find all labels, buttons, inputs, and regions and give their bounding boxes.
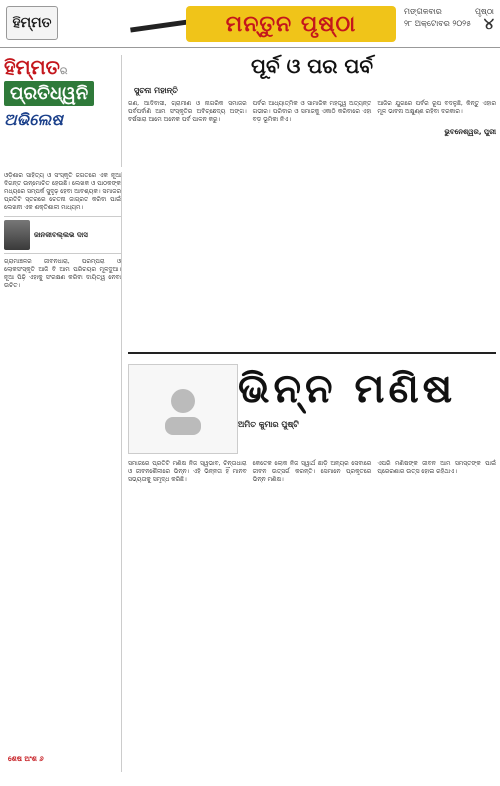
author-name: ଜାନକୀବଲ୍ଲଭ ଦାସ bbox=[34, 230, 88, 239]
page-label: ପୃଷ୍ଠା bbox=[474, 7, 494, 16]
article-col-3: ଏପରି ମଣିଷଙ୍କ ଜୀବନ ଆମ ସମସ୍ତଙ୍କ ପାଇଁ ପ୍ରେରଣାର ଉତ୍ସ ହୋଇ ରହିଥାଏ। bbox=[377, 460, 497, 475]
page-number: ୪ bbox=[483, 14, 494, 33]
column-brand-pratidhwani: ପ୍ରତିଧ୍ୱନି bbox=[4, 81, 94, 106]
issue-meta bbox=[404, 6, 494, 33]
left-column bbox=[4, 172, 122, 772]
article-image bbox=[128, 364, 238, 454]
continued-label: ଶେଷ ଅଂଶ ୬ bbox=[8, 755, 44, 763]
article-col-1: ସମାଜରେ ପ୍ରତିଟି ମଣିଷ ନିଜ ସ୍ୱଭାବ, ଚିନ୍ତାଧାରା ଓ ଜୀବନଶୈଳୀରେ ଭିନ୍ନ। ଏହି ଭିନ୍ନତା ହିଁ ମାନବ ସଭ୍ୟତାକୁ ସମୃଦ୍ଧ କରିଛି। bbox=[128, 460, 247, 483]
article-col-1: ଗଣ, ଆଦିବାସୀ, ଗ୍ରାମୀଣ ଓ ନାଗରିକ ସମାଜର ପର୍ବପର୍ବାଣି ଆମ ସଂସ୍କୃତିର ଅବିଚ୍ଛେଦ୍ୟ ଅଙ୍ଗ। ବର୍ଷସାରା ଆମେ ଅନେକ ପର୍ବ ପାଳନ କରୁ। bbox=[128, 100, 247, 123]
article-bhinna-manisha bbox=[128, 360, 496, 780]
article-signoff: ଭୁବନେଶ୍ୱର, ପୁରୀ bbox=[444, 128, 496, 136]
section-title: ମନ୍ତୁନ ପୃଷ୍ଠା bbox=[225, 11, 357, 37]
column-brand-sub: ଅଭିଲେଷ bbox=[4, 110, 63, 129]
section-banner bbox=[186, 6, 396, 42]
masthead bbox=[0, 0, 500, 48]
article-col-3: ଆଜିର ଯୁଗରେ ପର୍ବର ରୂପ ବଦଳୁଛି, କିନ୍ତୁ ଏହାର ମୂଳ ଭାବନା ଅକ୍ଷୁଣ୍ଣ ରହିବା ଦରକାର। bbox=[377, 100, 497, 115]
brand-himmat-text: ହିମ୍ମତ bbox=[4, 55, 60, 79]
article-columns bbox=[128, 100, 496, 124]
article-columns bbox=[128, 460, 496, 484]
article-byline: ଅମିତ କୁମାର ପୁଷ୍ଟି bbox=[238, 420, 299, 429]
article-headline: ଭିନ୍ନ ମଣିଷ bbox=[238, 366, 457, 412]
article-col-2: ପର୍ବର ଆଧ୍ୟାତ୍ମିକ ଓ ସାମାଜିକ ମହତ୍ତ୍ୱ ଅତ୍ୟନ୍ତ ଗଭୀର। ପରିବାର ଓ ସମାଜକୁ ଏକାଠି କରିବାରେ ଏହା ବଡ଼ ଭୂମିକା ନିଏ। bbox=[252, 100, 372, 123]
article-purba-o-para-parba bbox=[128, 54, 496, 354]
article-headline: ପୂର୍ବ ଓ ପର ପର୍ବ bbox=[251, 54, 373, 78]
left-column-text-continued: ଗ୍ରାମାଞ୍ଚଳର ଜୀବନଧାରା, ପରମ୍ପରା ଓ ଲୋକସଂସ୍କୃତି ଆଜି ବି ଆମ ପରିଚୟର ମୂଳଦୁଆ। ନୂଆ ପିଢ଼ି ଏହାକୁ ସଂରକ୍ଷଣ କରିବା ଦାୟିତ୍ୱ ନେବା ଉଚିତ। bbox=[4, 258, 121, 289]
issue-day: ମଙ୍ଗଳବାର bbox=[404, 7, 442, 16]
article-col-2: କେତେକ ଲୋକ ନିଜ ସ୍ୱାର୍ଥ ଛାଡ଼ି ଅନ୍ୟର ସେବାରେ ଜୀବନ ଉତ୍ସର୍ଗ କରନ୍ତି। ସେମାନେ ପ୍ରକୃତରେ ଭିନ୍ନ ମଣିଷ। bbox=[252, 460, 372, 483]
author-box bbox=[4, 216, 121, 254]
column-brand bbox=[4, 55, 122, 167]
article-byline: ସୁଚନା ମହାନ୍ତି bbox=[134, 86, 178, 95]
column-brand-himmat bbox=[4, 55, 121, 79]
left-column-text: ଓଡ଼ିଶାର ସାହିତ୍ୟ ଓ ସଂସ୍କୃତି ଜଗତରେ ଏକ ନୂଆ ଦିଗନ୍ତ ଉନ୍ମୋଚିତ ହେଉଛି। ଲେଖକ ଓ ପାଠକଙ୍କ ମଧ୍ୟରେ ସମ୍ପର୍କ ସୁଦୃଢ଼ ହେବା ଆବଶ୍ୟକ। ସମାଜର ପ୍ରତିଟି ସ୍ତରରେ ଚେତନା ଜାଗ୍ରତ କରିବା ପାଇଁ ଲେଖନୀ ଏକ ଶକ୍ତିଶାଳୀ ମାଧ୍ୟମ। bbox=[4, 172, 121, 211]
newspaper-logo: ହିମ୍ମତ bbox=[6, 6, 58, 40]
portrait-icon bbox=[153, 379, 213, 439]
brand-himmat-suffix: ର bbox=[59, 66, 68, 77]
author-photo bbox=[4, 220, 30, 250]
issue-date: ୨୮ ଅକ୍ଟୋବର ୨୦୨୫ bbox=[404, 19, 472, 28]
